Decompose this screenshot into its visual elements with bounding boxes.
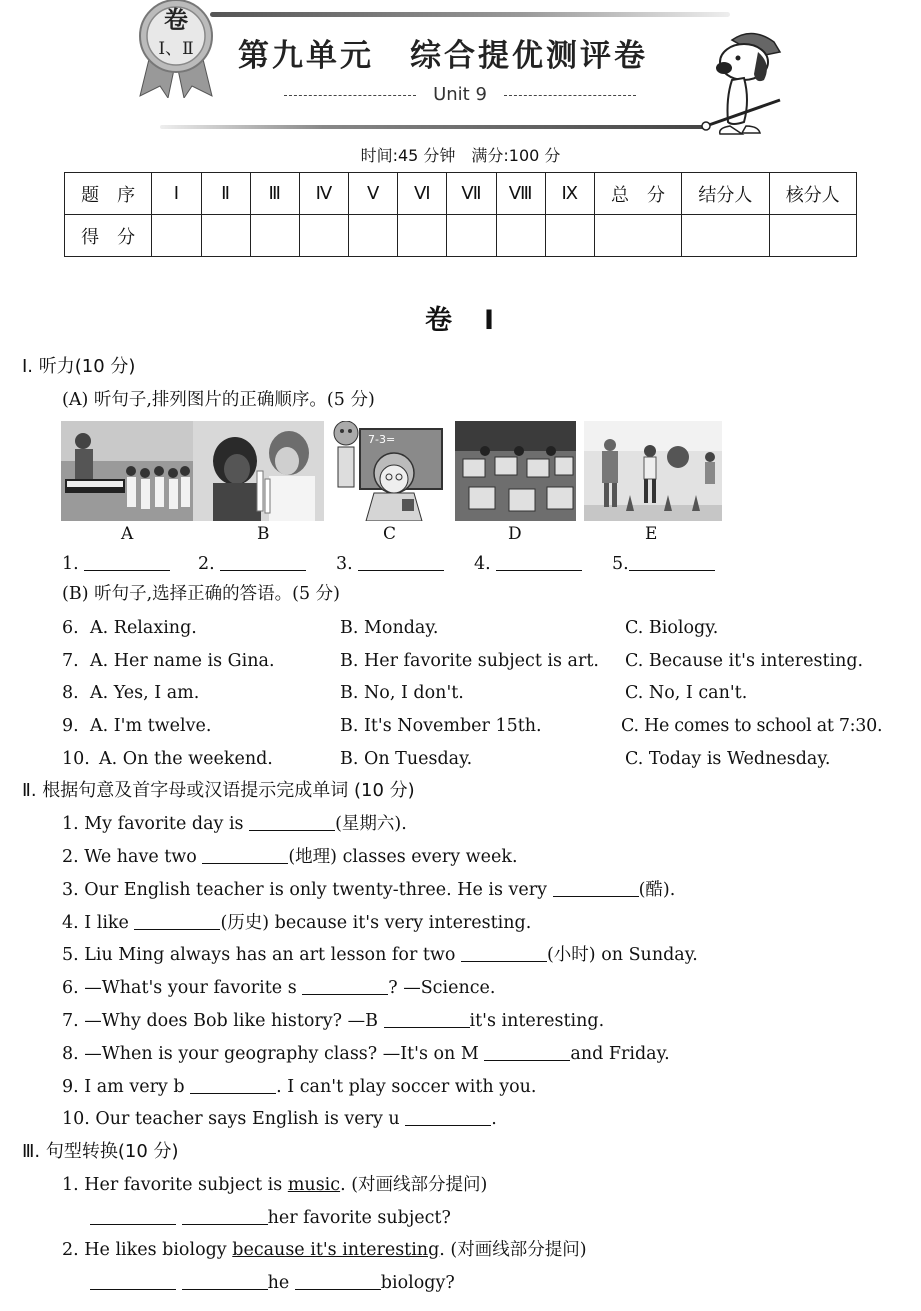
question-number: 6. <box>62 618 79 638</box>
item-text: 1. Her favorite subject is <box>62 1175 288 1195</box>
option-a[interactable]: A. Her name is Gina. <box>90 651 275 671</box>
item-text: he <box>267 1273 290 1293</box>
fill-item-2 <box>62 846 518 868</box>
header-bottom-rule <box>160 125 705 129</box>
option-c[interactable]: C. No, I can't. <box>625 683 748 703</box>
fill-item-5 <box>62 944 698 966</box>
table-cell: Ⅸ <box>545 173 594 215</box>
fill-item-3 <box>62 879 675 901</box>
score-input-cell[interactable] <box>201 215 250 257</box>
badge-text: 卷 <box>164 6 188 34</box>
table-cell: 总 分 <box>594 173 681 215</box>
answer-blank[interactable] <box>629 554 715 571</box>
table-cell: Ⅰ <box>152 173 201 215</box>
answer-blank[interactable] <box>302 978 388 995</box>
answer-blank[interactable] <box>220 554 306 571</box>
option-b[interactable]: B. It's November 15th. <box>340 716 542 736</box>
underlined-part: music <box>287 1175 341 1195</box>
item-text: 5. Liu Ming always has an art lesson for two <box>62 945 461 965</box>
answer-blank[interactable] <box>90 1273 176 1290</box>
fill-item-9 <box>62 1076 536 1098</box>
volume-title-numeral: Ⅰ <box>483 305 497 336</box>
question-number: 2. <box>198 554 215 574</box>
item-text: 3. Our English teacher is only twenty-three. He is very <box>62 880 553 900</box>
answer-blank[interactable] <box>249 814 335 831</box>
answer-blank[interactable] <box>358 554 444 571</box>
item-hint: . <box>491 1109 497 1129</box>
rosette-badge-icon <box>130 0 222 98</box>
question-number: 7. <box>62 651 79 671</box>
answer-blank[interactable] <box>90 1208 176 1225</box>
science-lab-image <box>193 421 324 521</box>
question-number: 4. <box>474 554 491 574</box>
answer-blank[interactable] <box>484 1044 570 1061</box>
question-number: 10. <box>62 749 90 769</box>
transform-item-2 <box>62 1239 587 1261</box>
table-cell: Ⅳ <box>299 173 348 215</box>
table-cell: 得 分 <box>65 215 152 257</box>
option-b[interactable]: B. On Tuesday. <box>340 749 473 769</box>
underlined-part: because it's interesting <box>232 1240 440 1260</box>
score-input-cell[interactable] <box>496 215 545 257</box>
item-text: 1. My favorite day is <box>62 814 250 834</box>
snoopy-golfer-icon <box>700 30 795 135</box>
table-cell: 结分人 <box>682 173 769 215</box>
item-hint: (小时) on Sunday. <box>546 945 698 965</box>
item-hint: ? —Science. <box>388 978 496 998</box>
item-text: 10. Our teacher says English is very u <box>62 1109 406 1129</box>
badge-sub-text: Ⅰ、Ⅱ <box>158 39 194 59</box>
answer-blank[interactable] <box>134 913 220 930</box>
item-hint: (星期六). <box>335 814 407 834</box>
volume-title-word: 卷 <box>424 305 454 336</box>
score-input-cell[interactable] <box>398 215 447 257</box>
computer-class-image <box>455 421 576 521</box>
score-input-cell[interactable] <box>152 215 201 257</box>
table-row <box>65 215 857 257</box>
option-c[interactable]: C. Because it's interesting. <box>625 651 864 671</box>
unit-name: 第九单元 <box>238 38 374 74</box>
question-number: 5. <box>612 554 629 574</box>
table-cell: Ⅴ <box>349 173 398 215</box>
score-input-cell[interactable] <box>682 215 769 257</box>
answer-blank[interactable] <box>496 554 582 571</box>
option-c[interactable]: C. Today is Wednesday. <box>625 749 831 769</box>
fill-item-6 <box>62 977 495 999</box>
option-a[interactable]: A. I'm twelve. <box>90 716 212 736</box>
option-a[interactable]: A. On the weekend. <box>99 749 273 769</box>
fill-item-4 <box>62 912 531 934</box>
header <box>0 0 921 140</box>
table-cell: 题 序 <box>65 173 152 215</box>
section-1-title: Ⅰ. 听力(10 分) <box>22 356 136 377</box>
table-cell: Ⅵ <box>398 173 447 215</box>
page-title <box>238 30 648 75</box>
board-text: 7-3= <box>368 433 396 446</box>
table-cell: Ⅶ <box>447 173 496 215</box>
item-hint: . (对画线部分提问) <box>340 1175 488 1195</box>
transform-answer-1 <box>90 1207 451 1229</box>
order-answer-1 <box>62 553 170 575</box>
section-1a-title: (A) 听句子,排列图片的正确顺序。(5 分) <box>62 390 375 410</box>
item-text: 4. I like <box>62 913 135 933</box>
answer-blank[interactable] <box>182 1208 268 1225</box>
picture-b <box>193 421 324 521</box>
picture-d <box>455 421 576 521</box>
score-input-cell[interactable] <box>447 215 496 257</box>
section-1b-title: (B) 听句子,选择正确的答语。(5 分) <box>62 584 340 604</box>
item-hint: it's interesting. <box>469 1011 605 1031</box>
option-b[interactable]: B. No, I don't. <box>340 683 464 703</box>
transform-answer-2 <box>90 1272 455 1294</box>
fill-item-10 <box>62 1108 497 1130</box>
picture-label: E <box>645 524 658 544</box>
answer-blank[interactable] <box>190 1077 276 1094</box>
item-text: her favorite subject? <box>267 1208 451 1228</box>
option-a[interactable]: A. Relaxing. <box>90 618 197 638</box>
item-text: 6. —What's your favorite s <box>62 978 303 998</box>
option-b[interactable]: B. Monday. <box>340 618 439 638</box>
score-input-cell[interactable] <box>250 215 299 257</box>
answer-blank[interactable] <box>461 945 547 962</box>
picture-a <box>61 421 193 521</box>
item-text: 2. We have two <box>62 847 203 867</box>
fill-item-8 <box>62 1043 670 1065</box>
answer-blank[interactable] <box>295 1273 381 1290</box>
picture-label: D <box>508 524 522 544</box>
option-b[interactable]: B. Her favorite subject is art. <box>340 651 599 671</box>
question-number: 3. <box>336 554 353 574</box>
fill-item-1 <box>62 813 407 835</box>
score-input-cell[interactable] <box>594 215 681 257</box>
table-cell: Ⅲ <box>250 173 299 215</box>
answer-blank[interactable] <box>405 1109 491 1126</box>
item-hint: (历史) because it's very interesting. <box>220 913 532 933</box>
header-top-rule <box>210 12 730 17</box>
question-number: 9. <box>62 716 79 736</box>
picture-e <box>584 421 722 521</box>
item-text: 9. I am very b <box>62 1077 191 1097</box>
volume-title <box>0 298 921 337</box>
order-answer-2 <box>198 553 306 575</box>
item-text: 7. —Why does Bob like history? —B <box>62 1011 384 1031</box>
option-c[interactable]: C. Biology. <box>625 618 719 638</box>
score-input-cell[interactable] <box>545 215 594 257</box>
pe-class-image <box>584 421 722 521</box>
picture-c <box>324 421 455 521</box>
picture-label: C <box>383 524 397 544</box>
item-hint: (地理) classes every week. <box>288 847 518 867</box>
item-hint: . I can't play soccer with you. <box>276 1077 537 1097</box>
score-input-cell[interactable] <box>299 215 348 257</box>
option-a[interactable]: A. Yes, I am. <box>90 683 200 703</box>
picture-label: B <box>257 524 270 544</box>
section-2-title: Ⅱ. 根据句意及首字母或汉语提示完成单词 (10 分) <box>22 780 415 801</box>
question-number: 8. <box>62 683 79 703</box>
table-row <box>65 173 857 215</box>
score-table <box>64 172 857 257</box>
music-class-image <box>61 421 193 521</box>
table-cell: 核分人 <box>769 173 856 215</box>
section-3-title: Ⅲ. 句型转换(10 分) <box>22 1141 179 1162</box>
fill-item-7 <box>62 1010 604 1032</box>
item-hint: . (对画线部分提问) <box>439 1240 587 1260</box>
question-number: 1. <box>62 554 79 574</box>
score-input-cell[interactable] <box>769 215 856 257</box>
unit-subtitle: Unit 9 <box>284 84 636 105</box>
answer-blank[interactable] <box>384 1011 470 1028</box>
answer-blank[interactable] <box>84 554 170 571</box>
answer-blank[interactable] <box>553 880 639 897</box>
table-cell: Ⅷ <box>496 173 545 215</box>
item-text: 2. He likes biology <box>62 1240 233 1260</box>
time-and-score-info: 时间:45 分钟 满分:100 分 <box>360 146 561 165</box>
test-title: 综合提优测评卷 <box>410 38 648 74</box>
answer-blank[interactable] <box>182 1273 268 1290</box>
picture-label: A <box>121 524 134 544</box>
order-answer-5 <box>612 553 715 575</box>
item-hint: and Friday. <box>570 1044 670 1064</box>
item-text: 8. —When is your geography class? —It's on M <box>62 1044 485 1064</box>
option-c[interactable]: C. He comes to school at 7:30. <box>621 716 883 736</box>
table-cell: Ⅱ <box>201 173 250 215</box>
transform-item-1 <box>62 1174 487 1196</box>
item-text: biology? <box>380 1273 455 1293</box>
order-answer-4 <box>474 553 582 575</box>
answer-blank[interactable] <box>202 847 288 864</box>
score-input-cell[interactable] <box>349 215 398 257</box>
item-hint: (酷). <box>638 880 676 900</box>
math-teacher-cartoon-image <box>324 421 455 521</box>
order-answer-3 <box>336 553 444 575</box>
